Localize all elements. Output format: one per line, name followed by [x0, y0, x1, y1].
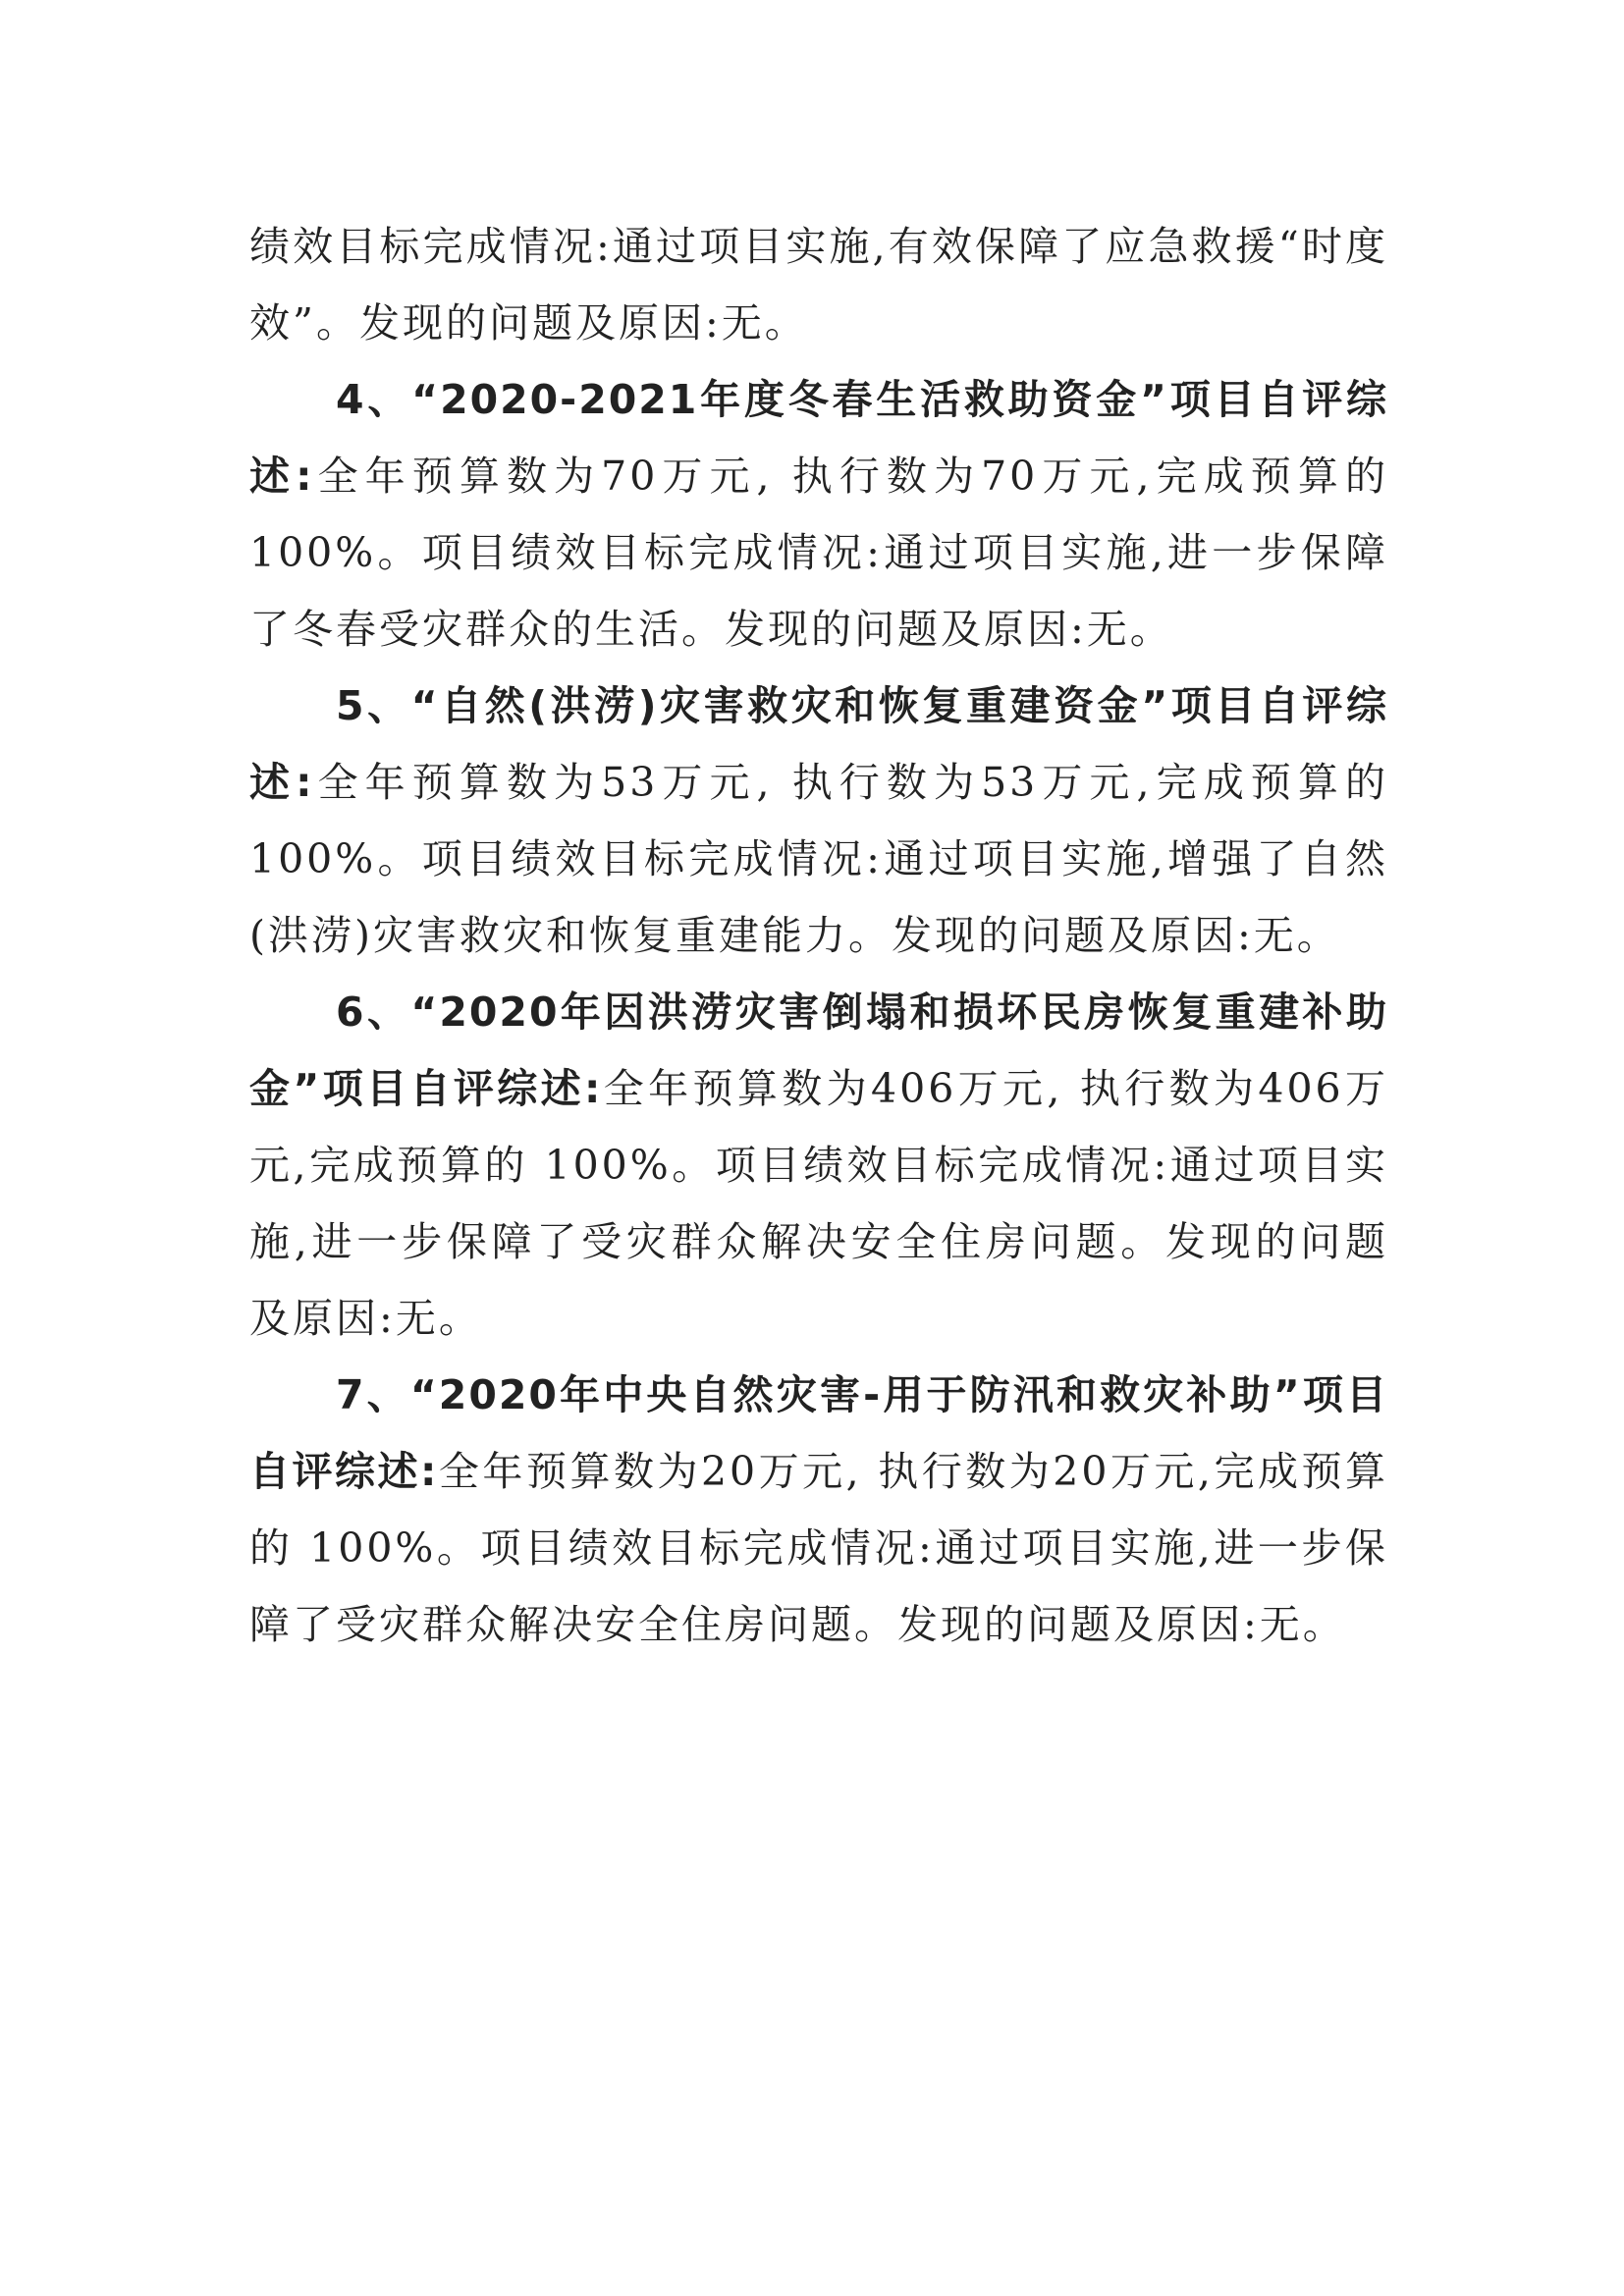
- paragraph-item-6: [249, 974, 1388, 1357]
- item-text: 全年预算数为70万元, 执行数为70万元,完成预算的100%。项目绩效目标完成情况:通过项目实施,进一步保障了冬春受灾群众的生活。发现的问题及原因:无。: [249, 453, 1388, 653]
- paragraph-item-5: [249, 667, 1388, 974]
- item-heading: 5、“自然(洪涝)灾害救灾和恢复重建资金”项目自评综述:: [249, 682, 1388, 806]
- paragraph-item-4: [249, 361, 1388, 667]
- paragraph-continuation: [249, 208, 1388, 361]
- item-text: 全年预算数为53万元, 执行数为53万元,完成预算的 100%。项目绩效目标完成情况:通过项目实施,增强了自然(洪涝)灾害救灾和恢复重建能力。发现的问题及原因:无。: [249, 759, 1388, 959]
- item-heading: 4、“2020-2021年度冬春生活救助资金”项目自评综述:: [249, 376, 1388, 500]
- item-heading: 6、“2020年因洪涝灾害倒塌和损坏民房恢复重建补助金”项目自评综述:: [249, 988, 1388, 1112]
- item-text: 全年预算数为20万元, 执行数为20万元,完成预算的 100%。项目绩效目标完成情况:通过项目实施,进一步保障了受灾群众解决安全住房问题。发现的问题及原因:无。: [249, 1448, 1388, 1648]
- item-text: 全年预算数为406万元, 执行数为406万元,完成预算的 100%。项目绩效目标完成情况:通过项目实施,进一步保障了受灾群众解决安全住房问题。发现的问题及原因:无。: [249, 1065, 1389, 1342]
- item-heading: 7、“2020年中央自然灾害-用于防汛和救灾补助”项目自评综述:: [249, 1371, 1388, 1495]
- paragraph-item-7: [249, 1357, 1388, 1663]
- document-body: [249, 208, 1388, 1663]
- paragraph-text: 绩效目标完成情况:通过项目实施,有效保障了应急救援“时度效”。发现的问题及原因:无。: [249, 223, 1388, 347]
